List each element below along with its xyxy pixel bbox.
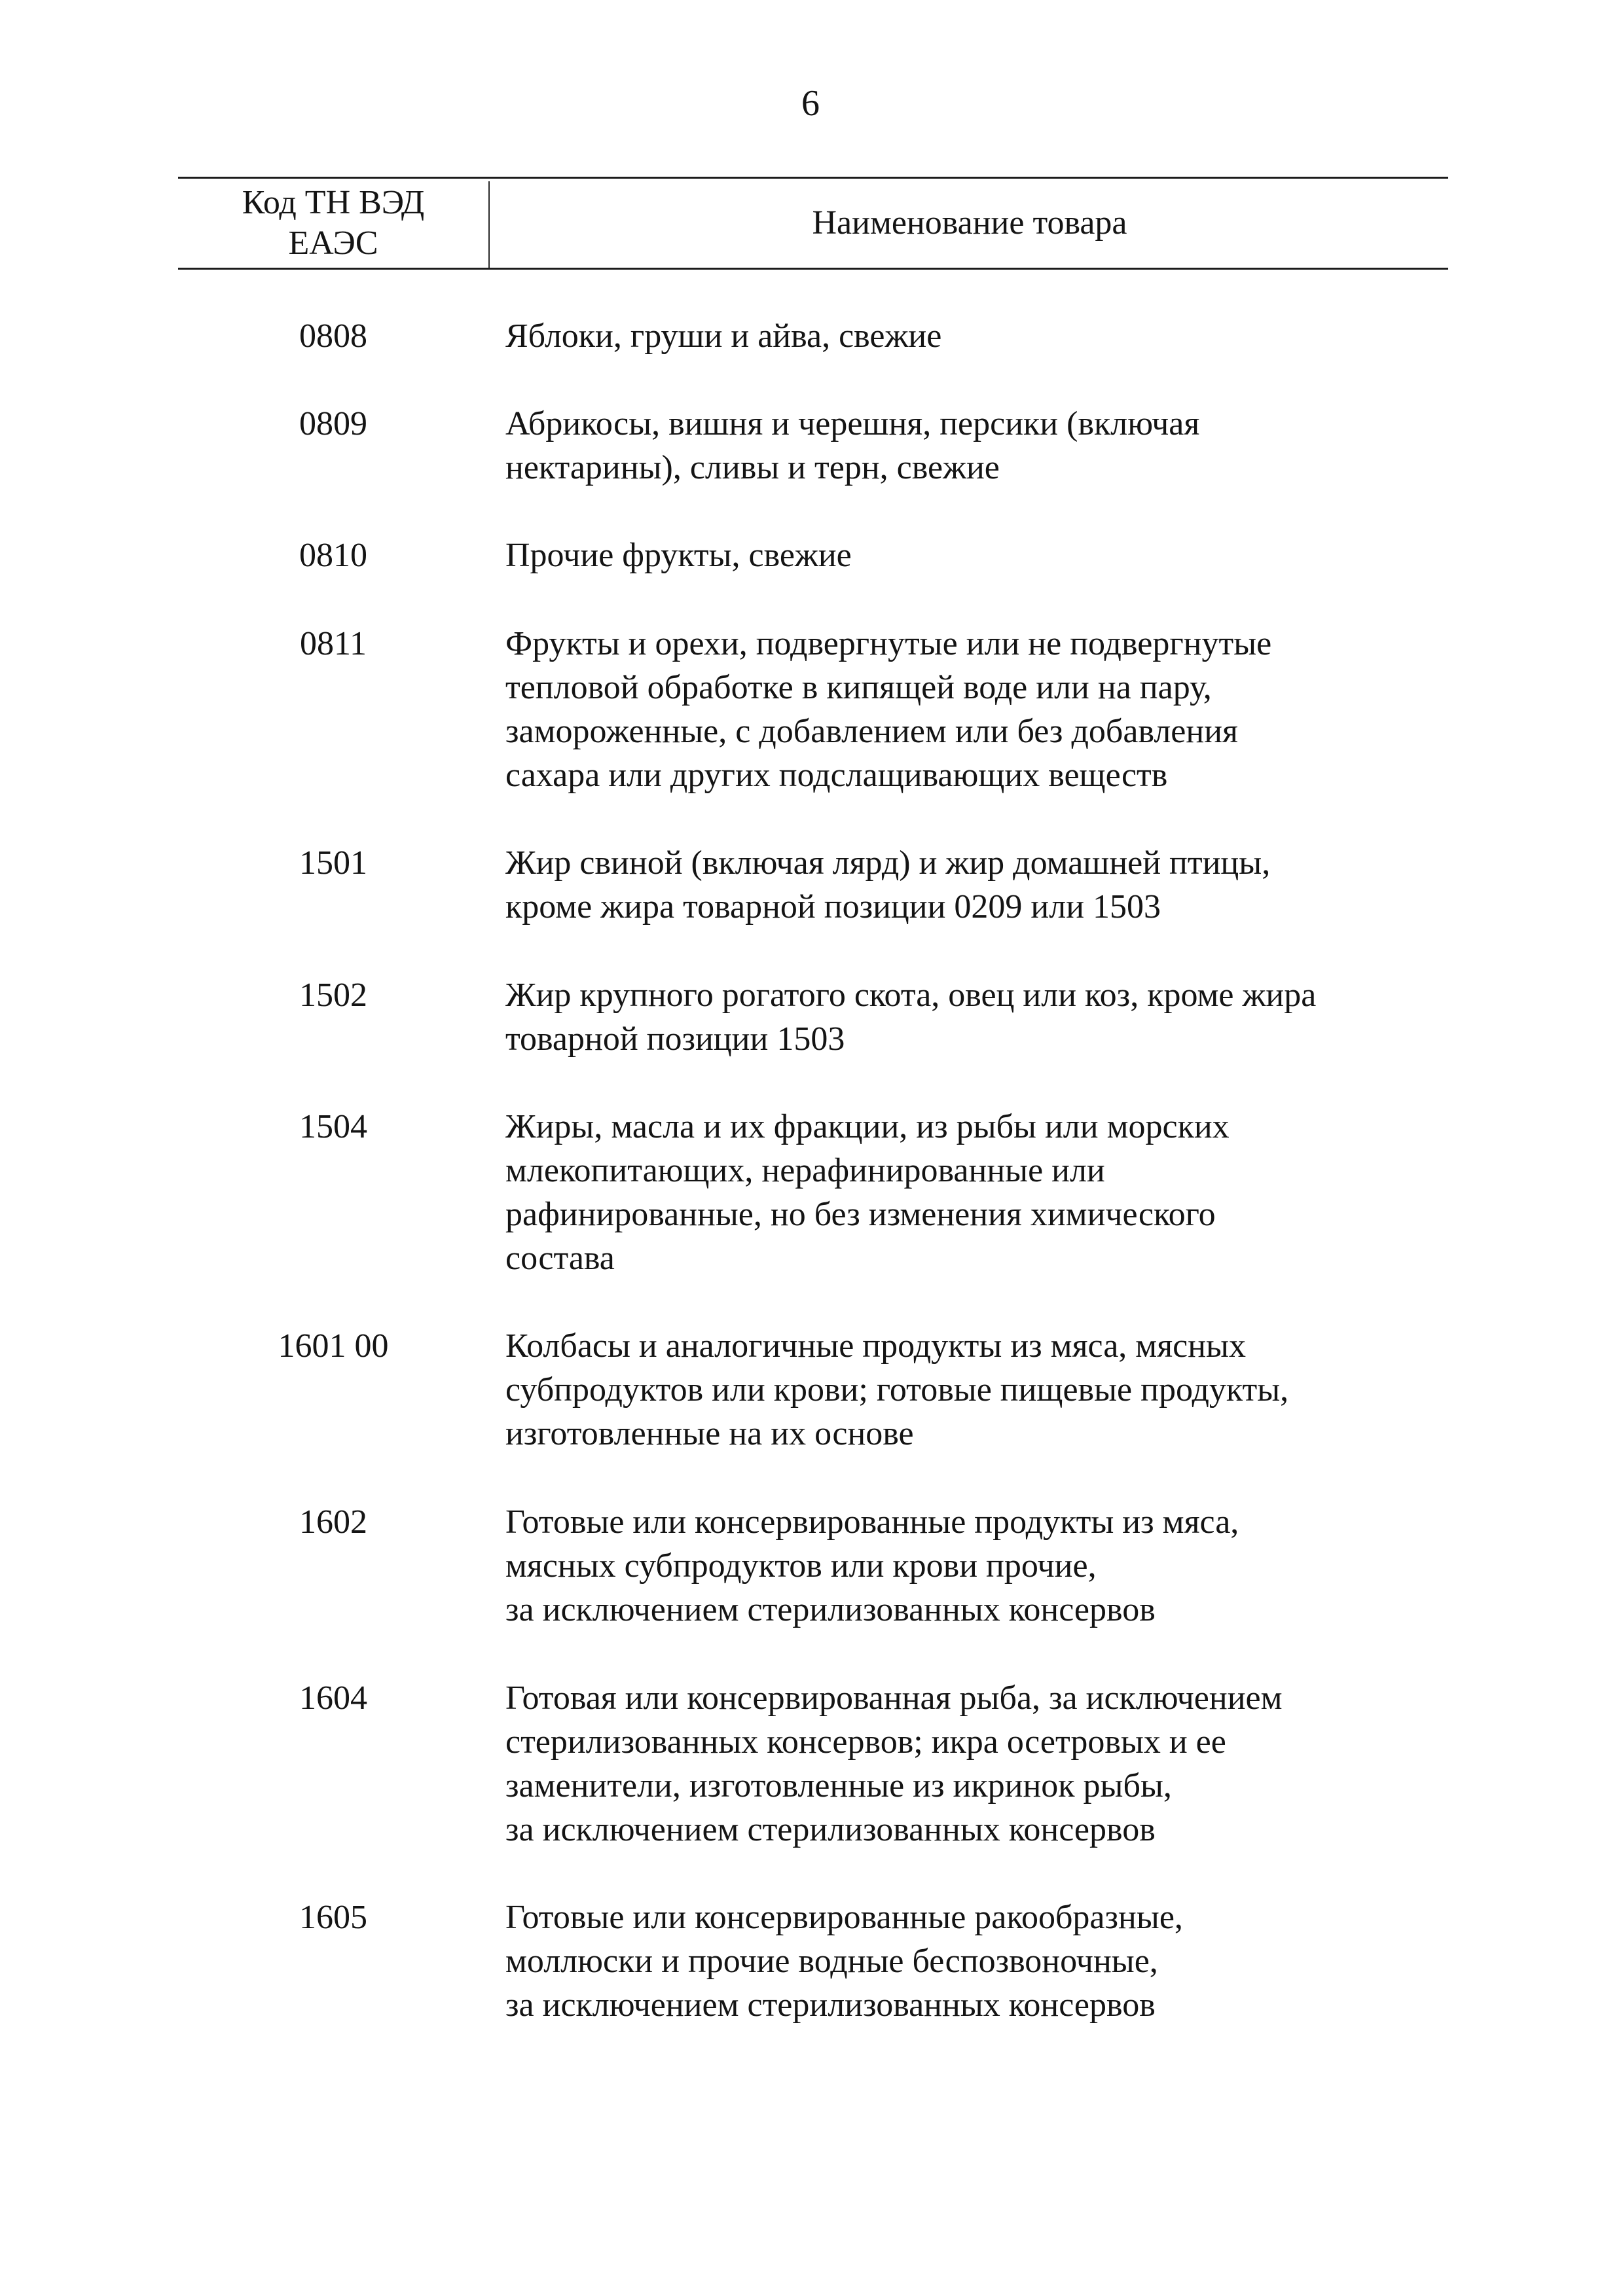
row-description-line: Прочие фрукты, свежие [505, 537, 852, 574]
row-description [505, 1324, 1461, 1456]
row-description-line: Готовые или консервированные ракообразные, [505, 1899, 1183, 1936]
header-code-column [178, 183, 488, 264]
row-code: 1504 [299, 1108, 367, 1145]
row-description-line: товарной позиции 1503 [505, 1020, 845, 1058]
row-description-line: Жиры, масла и их фракции, из рыбы или морских [505, 1108, 1230, 1145]
row-code: 1605 [299, 1899, 367, 1936]
row-description [505, 314, 1461, 358]
row-description-line: замороженные, с добавлением или без добавления [505, 713, 1238, 750]
row-description-line: субпродуктов или крови; готовые пищевые продукты, [505, 1371, 1289, 1408]
row-description-line: сахара или других подслащивающих веществ [505, 757, 1168, 794]
row-description [505, 1676, 1461, 1852]
row-description [505, 533, 1461, 577]
row-code: 1602 [299, 1503, 367, 1541]
row-description [505, 841, 1461, 929]
row-description-line: изготовленные на их основе [505, 1415, 914, 1452]
row-description [505, 973, 1461, 1061]
row-code: 0811 [299, 625, 367, 662]
header-column-divider [488, 181, 490, 268]
row-description-line: Абрикосы, вишня и черешня, персики (включая [505, 405, 1200, 442]
row-code: 1604 [299, 1679, 367, 1717]
row-description-line: тепловой обработке в кипящей воде или на пару, [505, 669, 1212, 706]
row-description [505, 402, 1461, 490]
row-description-line: Готовые или консервированные продукты из мяса, [505, 1503, 1239, 1541]
header-code-line2: ЕАЭС [288, 224, 378, 262]
row-description-line: млекопитающих, нерафинированные или [505, 1152, 1105, 1189]
page-number: 6 [801, 83, 820, 124]
row-description-line: Готовая или консервированная рыба, за исключением [505, 1679, 1283, 1717]
row-description-line: заменители, изготовленные из икринок рыбы, [505, 1767, 1172, 1804]
row-description [505, 1895, 1461, 2027]
row-description-line: стерилизованных консервов; икра осетровых и ее [505, 1723, 1226, 1761]
row-description [505, 1105, 1461, 1280]
row-description-line: состава [505, 1240, 615, 1277]
header-code-line1: Код ТН ВЭД [242, 184, 425, 221]
row-description-line: Колбасы и аналогичные продукты из мяса, мясных [505, 1327, 1246, 1365]
row-description-line: рафинированные, но без изменения химического [505, 1196, 1216, 1233]
table-header [178, 177, 1448, 270]
row-description-line: Яблоки, груши и айва, свежие [505, 317, 942, 355]
row-code: 1501 [299, 844, 367, 882]
row-description-line: моллюски и прочие водные беспозвоночные, [505, 1943, 1158, 1980]
row-description-line: Жир крупного рогатого скота, овец или коз, кроме жира [505, 977, 1317, 1014]
row-description-line: за исключением стерилизованных консервов [505, 1811, 1156, 1848]
row-description-line: Жир свиной (включая лярд) и жир домашней птицы, [505, 844, 1271, 882]
row-description-line: мясных субпродуктов или крови прочие, [505, 1547, 1097, 1585]
row-code: 0810 [299, 537, 367, 574]
row-description-line: за исключением стерилизованных консервов [505, 1986, 1156, 2024]
row-code: 0809 [299, 405, 367, 442]
row-description [505, 1500, 1461, 1632]
header-name-column: Наименование товара [812, 204, 1127, 242]
row-code: 1601 00 [278, 1327, 389, 1365]
row-description-line: за исключением стерилизованных консервов [505, 1591, 1156, 1628]
row-description [505, 622, 1461, 797]
row-code: 0808 [299, 317, 367, 355]
row-description-line: кроме жира товарной позиции 0209 или 1503 [505, 888, 1161, 925]
row-description-line: Фрукты и орехи, подвергнутые или не подвергнутые [505, 625, 1272, 662]
row-description-line: нектарины), сливы и терн, свежие [505, 449, 1000, 486]
row-code: 1502 [299, 977, 367, 1014]
